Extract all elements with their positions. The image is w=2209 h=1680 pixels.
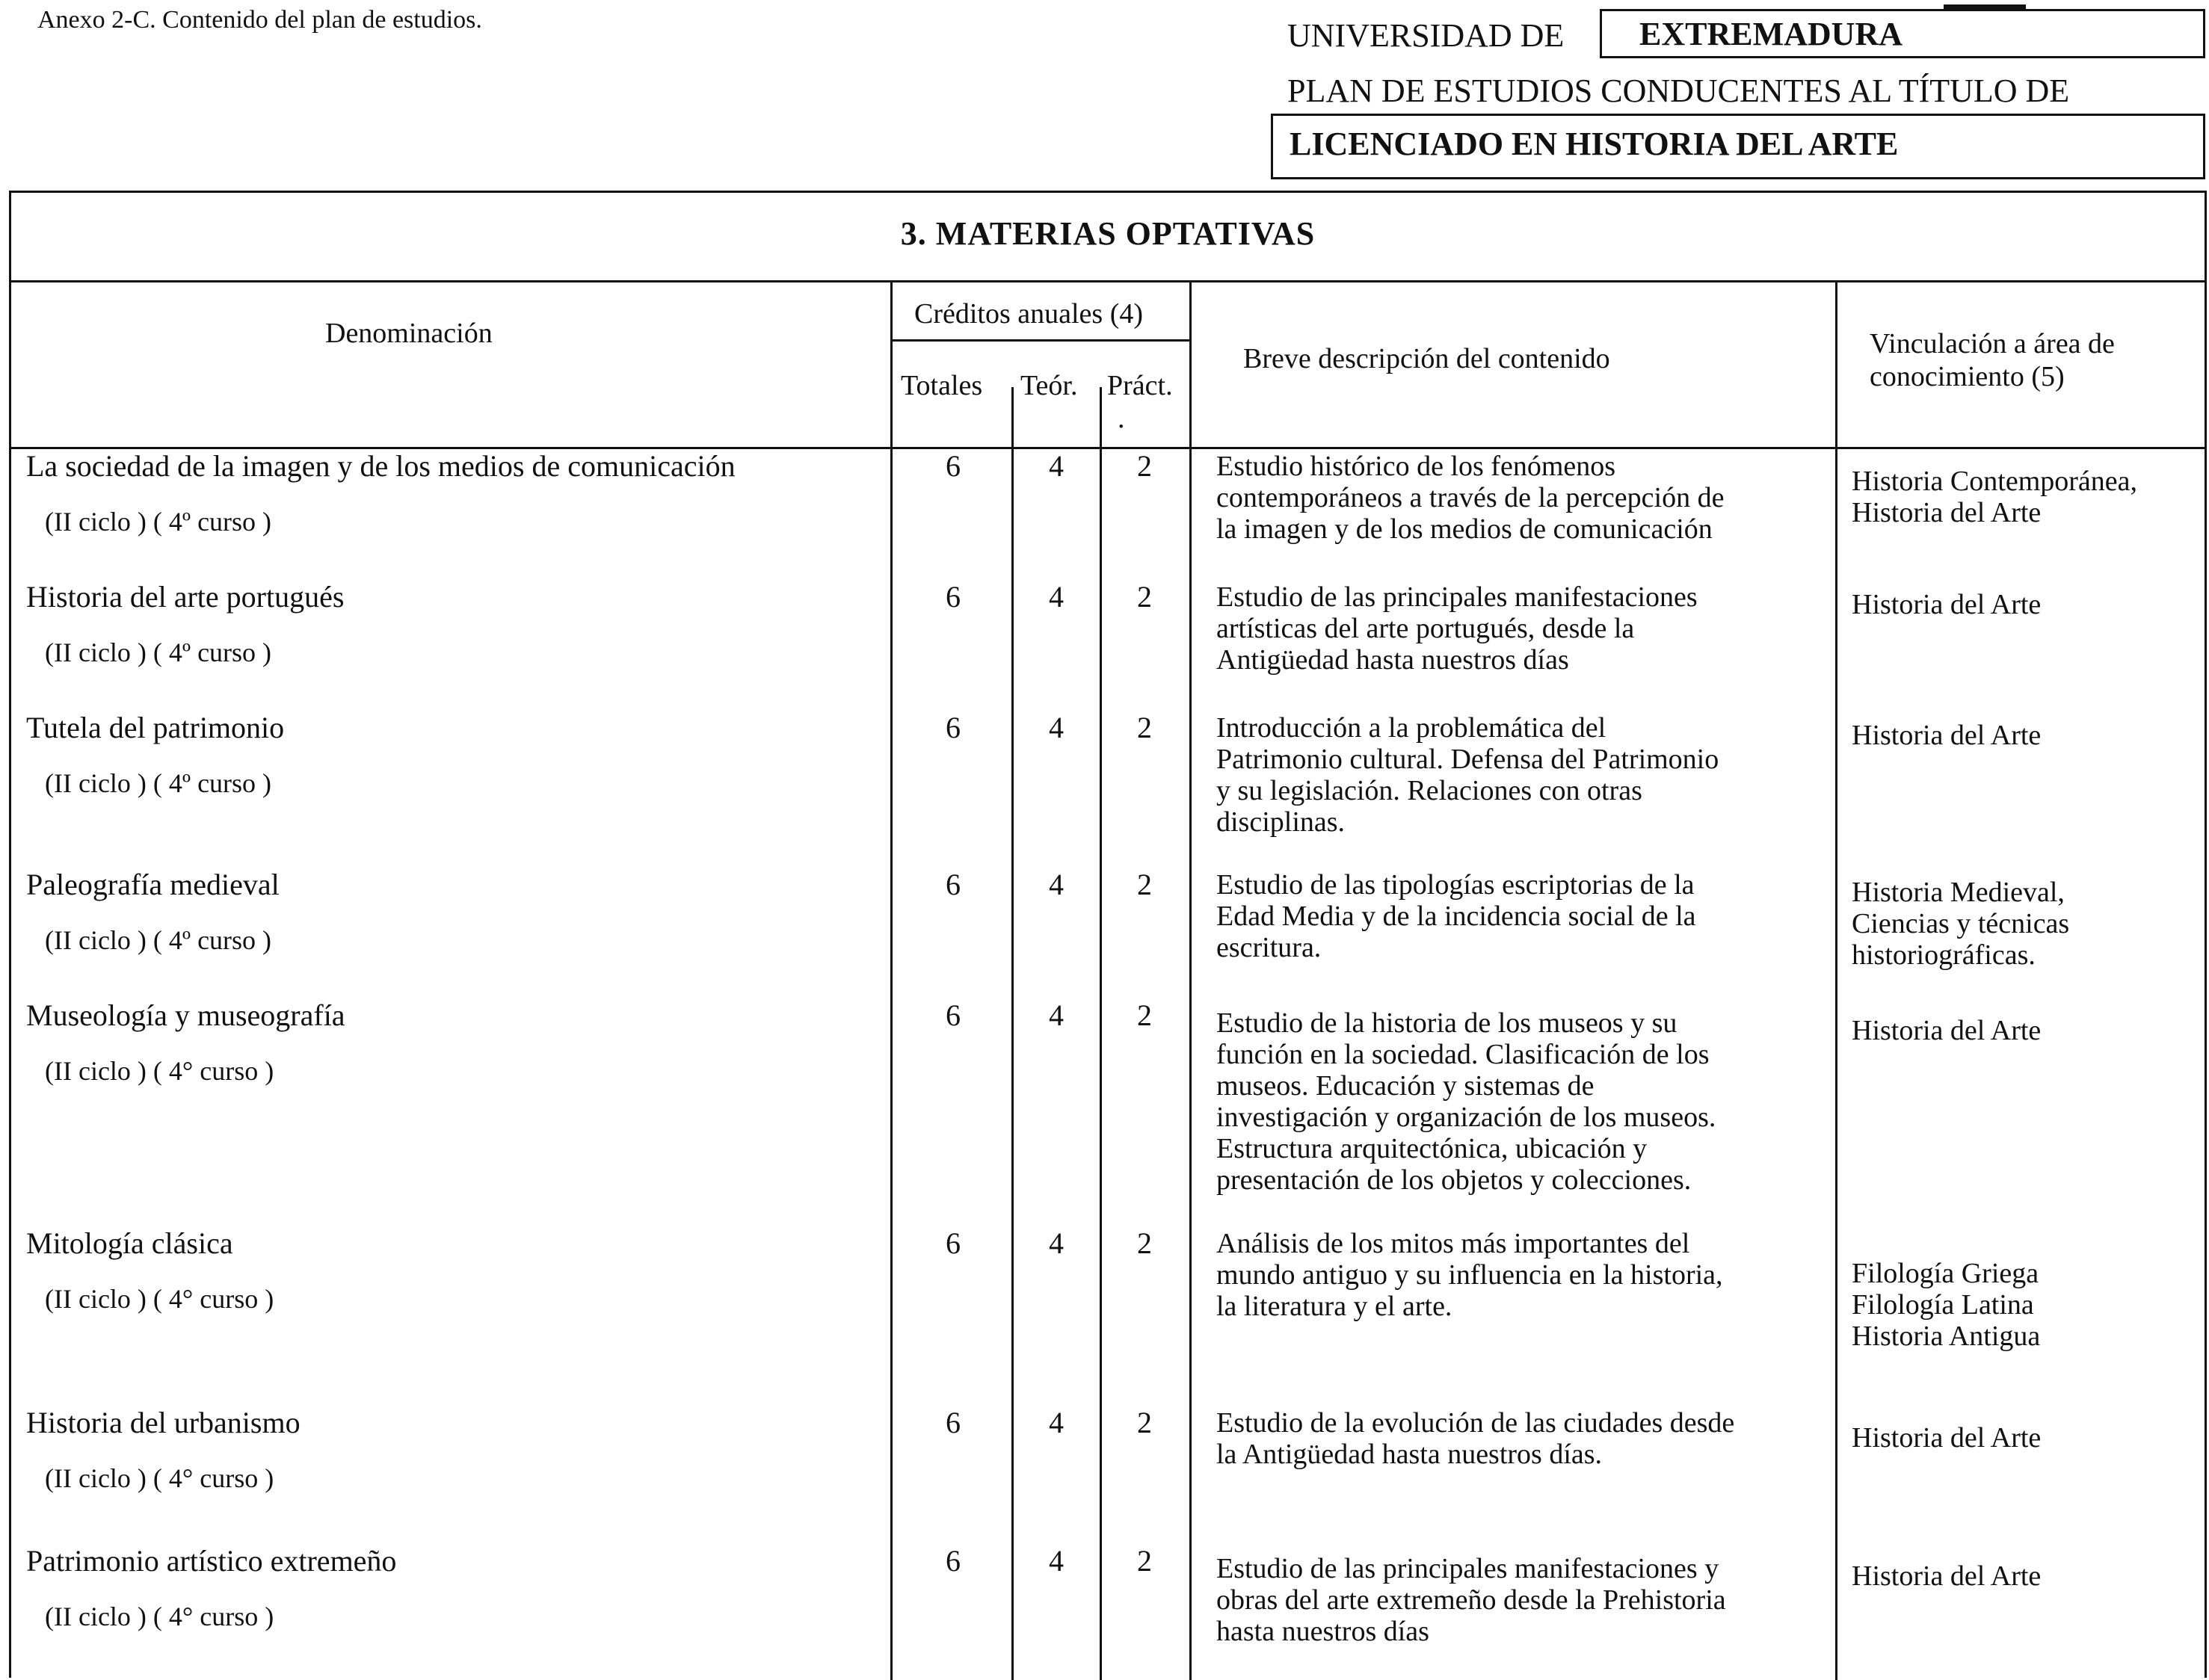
materia-descripcion <box>1216 451 1829 545</box>
creditos-pract: 2 <box>1137 1406 1152 1439</box>
creditos-teor: 4 <box>1049 998 1064 1032</box>
titulo-box: LICENCIADO EN HISTORIA DEL ARTE <box>1271 114 2205 179</box>
materia-name: Historia del arte portugués <box>26 580 345 614</box>
creditos-teor: 4 <box>1049 1544 1064 1578</box>
descripcion-line: mundo antiguo y su influencia en la historia, <box>1216 1259 1723 1291</box>
descripcion-line: y su legislación. Relaciones con otras <box>1216 775 1642 806</box>
materia-ciclo: (II ciclo ) ( 4° curso ) <box>45 1602 274 1631</box>
col-header-totales: Totales <box>901 370 983 401</box>
descripcion-line: Estructura arquitectónica, ubicación y <box>1216 1133 1648 1164</box>
col-divider <box>890 282 893 1680</box>
annex-title: Anexo 2-C. Contenido del plan de estudios. <box>37 6 482 34</box>
descripcion-line: investigación y organización de los museos. <box>1216 1102 1716 1133</box>
creditos-pract: 2 <box>1137 449 1152 483</box>
area-line: Filología Latina <box>1852 1289 2034 1321</box>
descripcion-line: presentación de los objetos y colecciones. <box>1216 1164 1692 1196</box>
creditos-totales: 6 <box>946 580 961 614</box>
descripcion-line: hasta nuestros días <box>1216 1616 1429 1647</box>
materia-area-conocimiento <box>1852 877 2196 971</box>
materia-descripcion <box>1216 869 1829 963</box>
descripcion-line: la imagen y de los medios de comunicación <box>1216 513 1713 545</box>
creditos-teor: 4 <box>1049 711 1064 744</box>
materia-area-conocimiento <box>1852 1258 2196 1352</box>
col-header-teor: Teór. <box>1020 370 1078 401</box>
materia-area-conocimiento <box>1852 720 2196 751</box>
creditos-teor: 4 <box>1049 580 1064 614</box>
creditos-totales: 6 <box>946 868 961 901</box>
materia-name: Historia del urbanismo <box>26 1406 301 1439</box>
creditos-pract: 2 <box>1137 868 1152 901</box>
descripcion-line: la literatura y el arte. <box>1216 1291 1452 1322</box>
materia-area-conocimiento <box>1852 1015 2196 1046</box>
creditos-pract: 2 <box>1137 998 1152 1032</box>
materia-ciclo: (II ciclo ) ( 4° curso ) <box>45 1056 274 1086</box>
descripcion-line: Patrimonio cultural. Defensa del Patrimonio <box>1216 744 1719 775</box>
col-divider <box>1011 387 1014 1680</box>
col-header-vinculacion-line: conocimiento (5) <box>1870 361 2065 392</box>
descripcion-line: Estudio de las principales manifestaciones y <box>1216 1553 1719 1584</box>
section-title: 3. MATERIAS OPTATIVAS <box>11 193 2205 282</box>
descripcion-line: contemporáneos a través de la percepción de <box>1216 482 1725 513</box>
creditos-teor: 4 <box>1049 868 1064 901</box>
descripcion-line: Estudio de la historia de los museos y su <box>1216 1007 1677 1039</box>
descripcion-line: función en la sociedad. Clasificación de los <box>1216 1039 1710 1070</box>
materia-area-conocimiento <box>1852 466 2196 528</box>
materia-name: Paleografía medieval <box>26 868 280 901</box>
materia-descripcion <box>1216 712 1829 838</box>
col-header-vinculacion <box>1870 327 2115 393</box>
col-divider <box>1835 282 1837 1680</box>
materia-descripcion <box>1216 1228 1829 1322</box>
area-line: Historia del Arte <box>1852 1015 2042 1046</box>
area-line: Filología Griega <box>1852 1258 2039 1289</box>
descripcion-line: escritura. <box>1216 932 1322 963</box>
materia-ciclo: (II ciclo ) ( 4º curso ) <box>45 925 272 955</box>
materia-ciclo: (II ciclo ) ( 4º curso ) <box>45 637 272 667</box>
creditos-divider <box>890 339 1189 342</box>
area-line: Historia Medieval, <box>1852 877 2065 908</box>
materia-area-conocimiento <box>1852 1560 2196 1592</box>
materia-name: Tutela del patrimonio <box>26 711 285 744</box>
col-header-descripcion: Breve descripción del contenido <box>1243 343 1610 374</box>
descripcion-line: la Antigüedad hasta nuestros días. <box>1216 1439 1603 1470</box>
descripcion-line: Estudio de las tipologías escriptorias de la <box>1216 869 1695 901</box>
descripcion-line: Estudio de la evolución de las ciudades desde <box>1216 1407 1735 1439</box>
materia-ciclo: (II ciclo ) ( 4º curso ) <box>45 768 272 798</box>
creditos-totales: 6 <box>946 449 961 483</box>
materias-table <box>9 191 2207 1678</box>
descripcion-line: Estudio de las principales manifestaciones <box>1216 581 1698 613</box>
col-header-denominacion: Denominación <box>325 318 493 349</box>
materia-descripcion <box>1216 1007 1829 1196</box>
descripcion-line: artísticas del arte portugués, desde la <box>1216 613 1635 644</box>
area-line: Historia Contemporánea, <box>1852 466 2138 497</box>
materia-name: La sociedad de la imagen y de los medios de comunicación <box>26 449 736 483</box>
creditos-pract: 2 <box>1137 711 1152 744</box>
descripcion-line: disciplinas. <box>1216 806 1346 838</box>
col-header-pract: Práct. <box>1107 370 1173 401</box>
descripcion-line: obras del arte extremeño desde la Prehistoria <box>1216 1584 1726 1616</box>
descripcion-line: Análisis de los mitos más importantes del <box>1216 1228 1690 1259</box>
area-line: Historia del Arte <box>1852 1422 2042 1454</box>
creditos-teor: 4 <box>1049 1226 1064 1260</box>
descripcion-line: Estudio histórico de los fenómenos <box>1216 451 1616 482</box>
materia-ciclo: (II ciclo ) ( 4° curso ) <box>45 1284 274 1314</box>
materia-descripcion <box>1216 581 1829 676</box>
creditos-pract: 2 <box>1137 1226 1152 1260</box>
materia-descripcion <box>1216 1407 1829 1470</box>
descripcion-line: Introducción a la problemática del <box>1216 712 1606 744</box>
creditos-totales: 6 <box>946 1406 961 1439</box>
area-line: Historia del Arte <box>1852 589 2042 620</box>
materia-name: Museología y museografía <box>26 998 345 1032</box>
materia-ciclo: (II ciclo ) ( 4° curso ) <box>45 1463 274 1493</box>
descripcion-line: Edad Media y de la incidencia social de la <box>1216 901 1696 932</box>
col-divider <box>1189 282 1192 1680</box>
col-divider <box>1100 387 1102 1680</box>
descripcion-line: Antigüedad hasta nuestros días <box>1216 644 1569 676</box>
plan-label: PLAN DE ESTUDIOS CONDUCENTES AL TÍTULO DE <box>1287 72 2070 109</box>
creditos-teor: 4 <box>1049 1406 1064 1439</box>
materia-descripcion <box>1216 1553 1829 1647</box>
materia-name: Mitología clásica <box>26 1226 233 1260</box>
creditos-pract: 2 <box>1137 580 1152 614</box>
creditos-pract: 2 <box>1137 1544 1152 1578</box>
materia-area-conocimiento <box>1852 589 2196 620</box>
creditos-teor: 4 <box>1049 449 1064 483</box>
creditos-totales: 6 <box>946 998 961 1032</box>
area-line: Historia Antigua <box>1852 1321 2041 1352</box>
col-header-creditos: Créditos anuales (4) <box>914 298 1144 330</box>
materia-name: Patrimonio artístico extremeño <box>26 1544 397 1578</box>
creditos-totales: 6 <box>946 1226 961 1260</box>
col-header-vinculacion-line: Vinculación a área de <box>1870 328 2115 359</box>
area-line: Historia del Arte <box>1852 720 2042 751</box>
area-line: historiográficas. <box>1852 939 2036 971</box>
area-line: Historia del Arte <box>1852 497 2042 528</box>
area-line: Historia del Arte <box>1852 1560 2042 1592</box>
area-line: Ciencias y técnicas <box>1852 908 2070 939</box>
universidad-label: UNIVERSIDAD DE <box>1287 17 1565 54</box>
col-header-pract-dot: . <box>1118 403 1125 434</box>
materia-ciclo: (II ciclo ) ( 4º curso ) <box>45 507 272 537</box>
creditos-totales: 6 <box>946 711 961 744</box>
descripcion-line: museos. Educación y sistemas de <box>1216 1070 1595 1102</box>
creditos-totales: 6 <box>946 1544 961 1578</box>
materia-area-conocimiento <box>1852 1422 2196 1454</box>
universidad-box: EXTREMADURA <box>1600 9 2205 58</box>
